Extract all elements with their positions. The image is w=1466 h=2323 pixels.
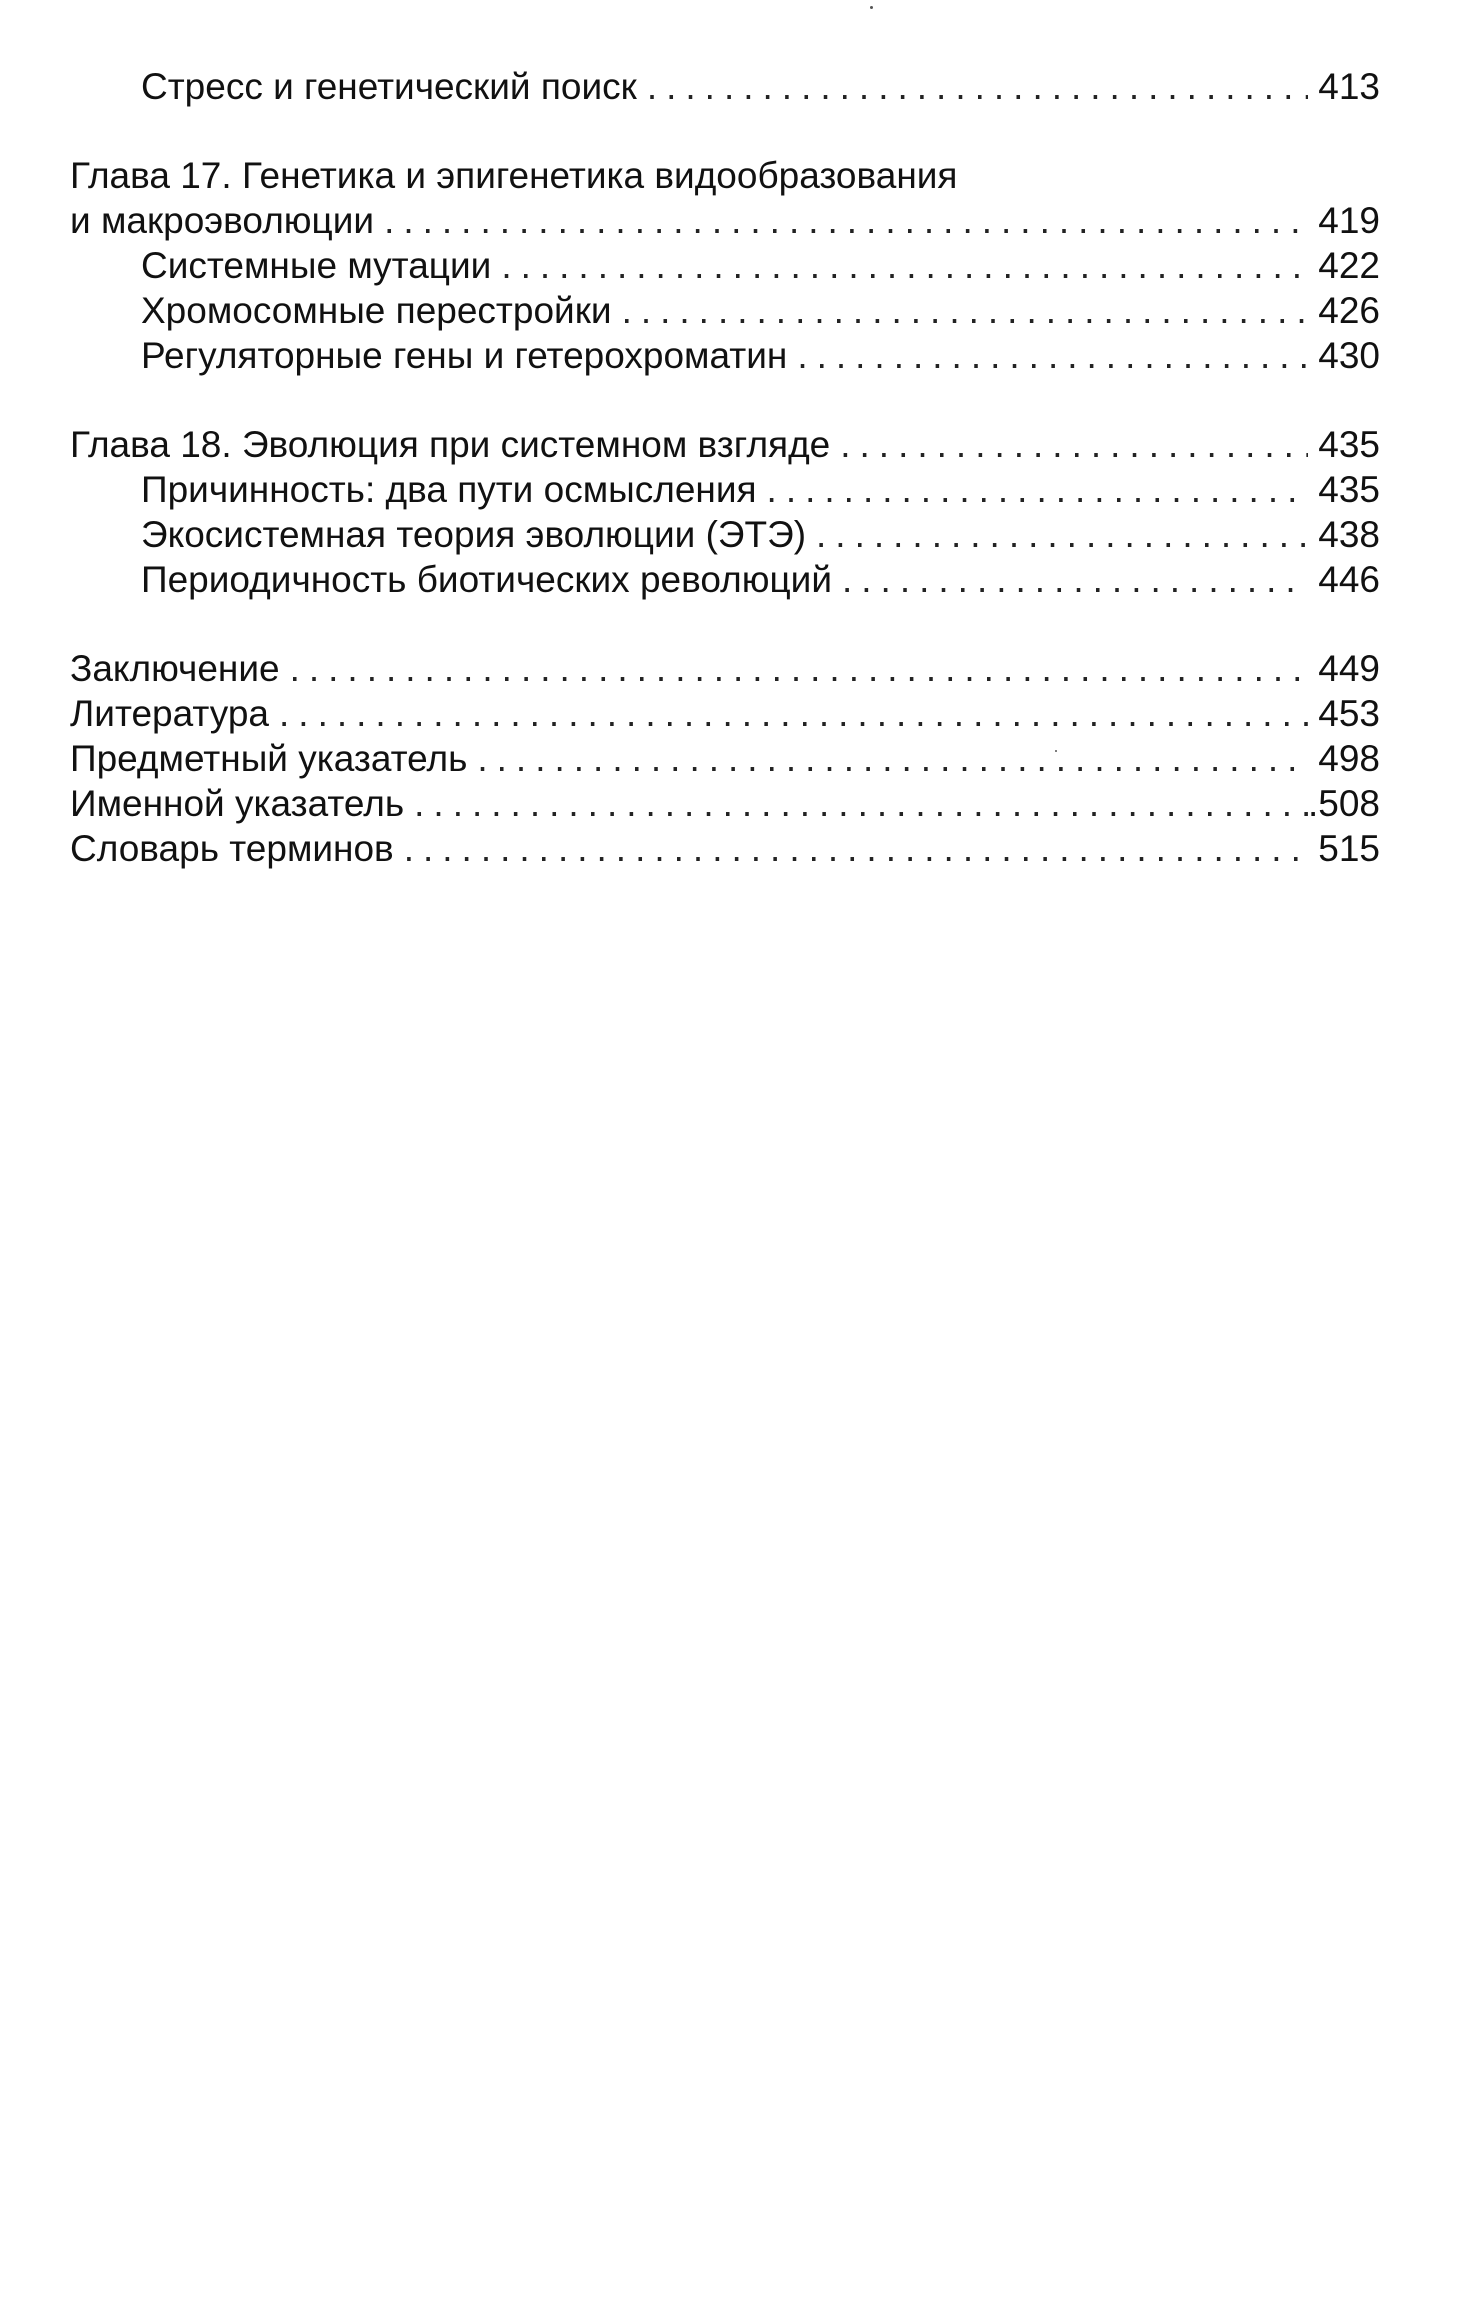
dot-leader	[842, 557, 1308, 602]
toc-entry	[70, 64, 1380, 109]
toc-entry-page: 419	[1318, 200, 1380, 241]
toc-entry-page: 430	[1318, 335, 1380, 376]
section-gap	[70, 378, 1380, 422]
dot-leader	[501, 243, 1308, 288]
toc-entry	[70, 512, 1380, 557]
toc-entry-page: 498	[1318, 738, 1380, 779]
dot-leader	[404, 826, 1309, 871]
toc-entry-title: Словарь терминов	[70, 828, 394, 869]
toc-entry-page: 435	[1318, 424, 1380, 465]
toc-entry-page: 515	[1318, 828, 1380, 869]
dot-leader	[840, 422, 1308, 467]
toc-entry	[70, 781, 1380, 826]
dot-leader	[647, 64, 1308, 109]
toc-entry	[70, 467, 1380, 512]
toc-entry	[70, 826, 1380, 871]
toc-entry	[70, 557, 1380, 602]
toc-entry	[70, 243, 1380, 288]
toc-entry-page: 449	[1318, 648, 1380, 689]
toc-entry-title: Периодичность биотических революций	[141, 559, 832, 600]
dot-leader	[414, 781, 1308, 826]
toc-entry-title: Регуляторные гены и гетерохроматин	[141, 335, 788, 376]
toc-entry-title: Именной указатель	[70, 783, 405, 824]
dot-leader	[279, 691, 1308, 736]
toc-entry-page: 426	[1318, 290, 1380, 331]
toc-entry-title: Экосистемная теория эволюции (ЭТЭ)	[141, 514, 807, 555]
toc-entry-page: .508	[1307, 783, 1380, 824]
section-gap	[70, 602, 1380, 646]
toc-entry-title: Заключение	[70, 648, 280, 689]
toc-entry-title: и макроэволюции	[70, 200, 375, 241]
dot-leader	[477, 736, 1308, 781]
section-gap	[70, 109, 1380, 153]
toc-entry-page: 413	[1318, 66, 1380, 107]
toc-entry-title: Литература	[70, 693, 270, 734]
toc-entry-title: Хромосомные перестройки	[141, 290, 612, 331]
dot-leader	[384, 198, 1308, 243]
chapter-18-heading: Глава 18. Эволюция при системном взгляде	[70, 424, 831, 465]
toc-entry	[70, 691, 1380, 736]
toc-entry-page: 453	[1318, 693, 1380, 734]
dot-leader	[290, 646, 1309, 691]
toc-entry-title: Причинность: два пути осмысления	[141, 469, 757, 510]
toc-entry	[70, 198, 1380, 243]
document-page	[70, 0, 1380, 2323]
toc-entry-title: Системные мутации	[141, 245, 492, 286]
dot-leader	[816, 512, 1308, 557]
toc-entry-page: 438	[1318, 514, 1380, 555]
toc-entry-title: Предметный указатель	[70, 738, 468, 779]
dot-leader	[767, 467, 1309, 512]
toc-entry-page: 422	[1318, 245, 1380, 286]
table-of-contents	[70, 64, 1380, 871]
dot-leader	[797, 333, 1308, 378]
toc-entry	[70, 422, 1380, 467]
toc-entry-page: 435	[1318, 469, 1380, 510]
toc-entry-page: 446	[1318, 559, 1380, 600]
toc-entry-title: Стресс и генетический поиск	[141, 66, 637, 107]
dot-leader	[622, 288, 1309, 333]
chapter-17-heading: Глава 17. Генетика и эпигенетика видообразования	[70, 155, 958, 196]
toc-entry	[70, 333, 1380, 378]
toc-entry	[70, 646, 1380, 691]
scan-speck	[870, 6, 873, 9]
toc-entry	[70, 288, 1380, 333]
toc-entry	[70, 736, 1380, 781]
